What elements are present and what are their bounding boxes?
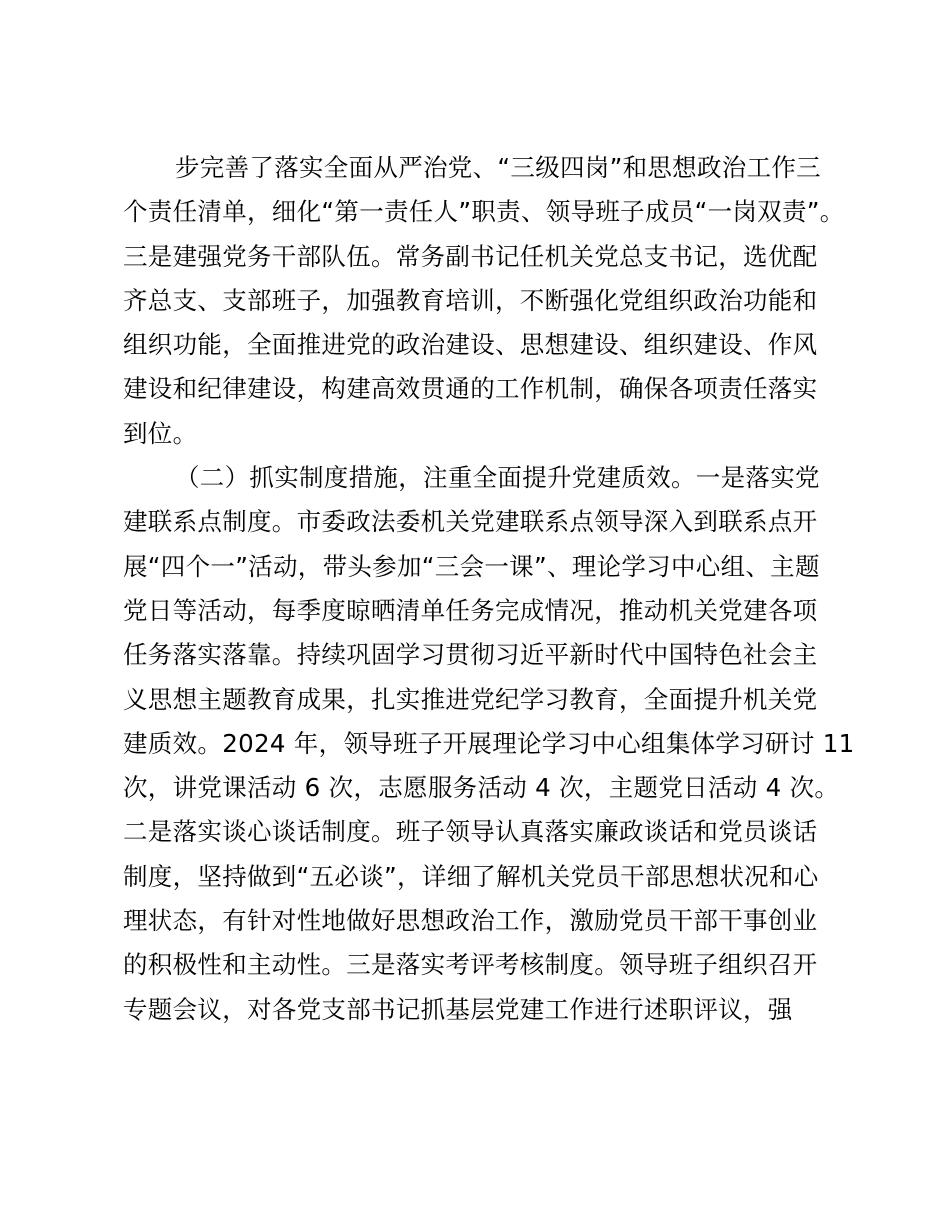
body-text [123, 146, 855, 1032]
text-line: 建设和纪律建设，构建高效贯通的工作机制，确保各项责任落实 [123, 374, 818, 404]
text-line: 步完善了落实全面从严治党、“三级四岗”和思想政治工作三 [175, 153, 821, 182]
text-line: 党日等活动，每季度晾晒清单任务完成情况，推动机关党建各项 [123, 595, 818, 625]
text-line: 齐总支、支部班子，加强教育培训，不断强化党组织政治功能和 [123, 285, 818, 315]
text-line: （二）抓实制度措施，注重全面提升党建质效。一是落实党 [175, 463, 820, 493]
text-line: 任务落实落靠。持续巩固学习贯彻习近平新时代中国特色社会主 [123, 640, 818, 670]
text-line: 个责任清单，细化“第一责任人”职责、领导班子成员“一岗双责”。 [123, 197, 845, 227]
text-line: 二是落实谈心谈话制度。班子领导认真落实廉政谈话和党员谈话 [123, 817, 818, 847]
text-line: 制度，坚持做到“五必谈”，详细了解机关党员干部思想状况和心 [123, 861, 819, 891]
text-line: 专题会议，对各党支部书记抓基层党建工作进行述职评议，强 [123, 994, 793, 1024]
text-line: 的积极性和主动性。三是落实考评考核制度。领导班子组织召开 [123, 950, 818, 980]
text-line: 展“四个一”活动，带头参加“三会一课”、理论学习中心组、主题 [123, 551, 820, 581]
text-line: 义思想主题教育成果，扎实推进党纪学习教育，全面提升机关党 [123, 684, 818, 714]
text-line: 理状态，有针对性地做好思想政治工作，激励党员干部干事创业 [123, 906, 818, 936]
text-line: 建质效。2024 年，领导班子开展理论学习中心组集体学习研讨 11 [123, 728, 855, 758]
text-line: 建联系点制度。市委政法委机关党建联系点领导深入到联系点开 [123, 507, 818, 537]
text-line: 次，讲党课活动 6 次，志愿服务活动 4 次，主题党日活动 4 次。 [123, 773, 840, 803]
text-line: 组织功能，全面推进党的政治建设、思想建设、组织建设、作风 [123, 330, 818, 360]
text-line: 三是建强党务干部队伍。常务副书记任机关党总支书记，选优配 [123, 241, 818, 271]
text-line: 到位。 [123, 418, 198, 448]
